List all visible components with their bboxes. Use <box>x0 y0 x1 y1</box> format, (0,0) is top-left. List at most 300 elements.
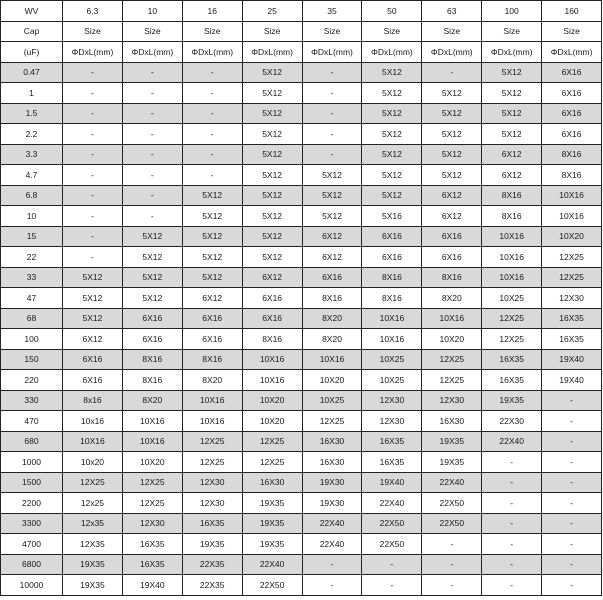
size-cell: 5X12 <box>482 83 542 104</box>
capacitance-cell: 470 <box>1 411 63 432</box>
size-cell: 5X12 <box>242 226 302 247</box>
size-cell: 8X20 <box>122 390 182 411</box>
size-cell: 19X35 <box>422 452 482 473</box>
header-label-cell: Cap <box>1 21 63 42</box>
size-cell: 5X12 <box>122 247 182 268</box>
size-cell: 16X35 <box>482 349 542 370</box>
table-row <box>1 411 602 432</box>
size-cell: 10X25 <box>302 390 362 411</box>
size-cell: 12X25 <box>542 247 602 268</box>
table-row <box>1 349 602 370</box>
size-cell: - <box>63 124 123 145</box>
size-cell: 5X12 <box>422 144 482 165</box>
header-voltage-cell: ΦDxL(mm) <box>182 42 242 63</box>
table-row <box>1 390 602 411</box>
size-cell: 8X16 <box>542 144 602 165</box>
size-cell: 6X16 <box>182 329 242 350</box>
table-row <box>1 288 602 309</box>
header-voltage-cell: 10 <box>122 1 182 22</box>
size-cell: 5X12 <box>122 267 182 288</box>
size-cell: - <box>542 534 602 555</box>
header-voltage-cell: ΦDxL(mm) <box>542 42 602 63</box>
header-label-cell: (uF) <box>1 42 63 63</box>
size-cell: - <box>302 62 362 83</box>
header-voltage-cell: Size <box>182 21 242 42</box>
size-cell: 5X12 <box>422 165 482 186</box>
size-cell: 19X30 <box>302 493 362 514</box>
size-cell: 16X30 <box>242 472 302 493</box>
size-cell: - <box>362 554 422 575</box>
size-cell: 12X35 <box>63 534 123 555</box>
size-cell: - <box>122 165 182 186</box>
header-voltage-cell: ΦDxL(mm) <box>242 42 302 63</box>
size-cell: 22X40 <box>422 472 482 493</box>
header-voltage-cell: ΦDxL(mm) <box>422 42 482 63</box>
header-label-cell: WV <box>1 1 63 22</box>
size-cell: 6X16 <box>63 370 123 391</box>
size-cell: 6X16 <box>362 247 422 268</box>
table-body <box>1 1 602 596</box>
size-cell: 19X40 <box>542 349 602 370</box>
size-cell: 10X16 <box>542 185 602 206</box>
header-voltage-cell: ΦDxL(mm) <box>482 42 542 63</box>
size-cell: - <box>302 124 362 145</box>
size-cell: - <box>182 124 242 145</box>
size-cell: 8X16 <box>122 349 182 370</box>
table-row <box>1 206 602 227</box>
table-row <box>1 452 602 473</box>
size-cell: 10X16 <box>242 349 302 370</box>
size-cell: - <box>422 575 482 596</box>
size-cell: - <box>63 103 123 124</box>
size-cell: - <box>182 165 242 186</box>
size-cell: - <box>302 554 362 575</box>
size-cell: 6X12 <box>302 247 362 268</box>
table-row <box>1 124 602 145</box>
size-cell: 19X35 <box>482 390 542 411</box>
size-cell: - <box>63 165 123 186</box>
size-cell: 22X35 <box>182 575 242 596</box>
size-cell: 5X12 <box>182 185 242 206</box>
size-cell: - <box>182 144 242 165</box>
size-cell: 10x16 <box>63 411 123 432</box>
size-cell: 10X20 <box>542 226 602 247</box>
size-cell: 22X50 <box>362 513 422 534</box>
size-cell: 6X16 <box>122 308 182 329</box>
size-cell: 12X25 <box>422 349 482 370</box>
header-voltage-cell: Size <box>422 21 482 42</box>
capacitance-cell: 100 <box>1 329 63 350</box>
table-row <box>1 554 602 575</box>
size-cell: 5X12 <box>242 185 302 206</box>
header-voltage-cell: ΦDxL(mm) <box>63 42 123 63</box>
capacitance-cell: 4700 <box>1 534 63 555</box>
size-cell: 5X12 <box>242 83 302 104</box>
size-cell: 5X12 <box>362 83 422 104</box>
size-cell: 10X16 <box>63 431 123 452</box>
size-cell: 6X16 <box>542 124 602 145</box>
size-cell: 6X16 <box>362 226 422 247</box>
size-cell: - <box>302 144 362 165</box>
size-cell: 19X30 <box>302 472 362 493</box>
capacitance-cell: 2200 <box>1 493 63 514</box>
size-cell: 12X25 <box>422 370 482 391</box>
size-cell: 5X12 <box>482 124 542 145</box>
table-row <box>1 534 602 555</box>
size-cell: 22X50 <box>422 493 482 514</box>
size-cell: 10X20 <box>422 329 482 350</box>
size-cell: 8X16 <box>482 185 542 206</box>
size-cell: 12X25 <box>482 308 542 329</box>
size-cell: 16X30 <box>302 452 362 473</box>
size-cell: 12X25 <box>182 452 242 473</box>
size-cell: 22X40 <box>242 554 302 575</box>
table-row <box>1 513 602 534</box>
header-row <box>1 42 602 63</box>
size-cell: 6X16 <box>242 308 302 329</box>
size-cell: - <box>122 83 182 104</box>
size-cell: - <box>542 575 602 596</box>
capacitance-cell: 1 <box>1 83 63 104</box>
header-voltage-cell: 63 <box>422 1 482 22</box>
size-cell: - <box>422 534 482 555</box>
size-cell: 6X12 <box>182 288 242 309</box>
size-cell: 8X16 <box>362 288 422 309</box>
size-cell: - <box>542 390 602 411</box>
header-row <box>1 21 602 42</box>
size-cell: 19X35 <box>63 554 123 575</box>
size-cell: 5X12 <box>182 226 242 247</box>
size-cell: 5X12 <box>242 247 302 268</box>
size-cell: - <box>482 452 542 473</box>
size-cell: 22X40 <box>302 513 362 534</box>
size-cell: 8X16 <box>242 329 302 350</box>
capacitance-cell: 3300 <box>1 513 63 534</box>
size-cell: 10X20 <box>242 390 302 411</box>
size-cell: 16X35 <box>542 329 602 350</box>
size-cell: 8X20 <box>302 329 362 350</box>
size-cell: 19X35 <box>242 513 302 534</box>
size-cell: 5X12 <box>422 103 482 124</box>
size-cell: 10X20 <box>302 370 362 391</box>
size-cell: 5X12 <box>122 288 182 309</box>
header-voltage-cell: Size <box>482 21 542 42</box>
size-cell: 10X20 <box>242 411 302 432</box>
size-cell: 5X12 <box>242 62 302 83</box>
size-cell: - <box>542 554 602 575</box>
size-cell: 22X40 <box>302 534 362 555</box>
size-cell: 5X12 <box>362 144 422 165</box>
size-cell: 16X35 <box>542 308 602 329</box>
header-voltage-cell: Size <box>122 21 182 42</box>
size-cell: 16X35 <box>362 431 422 452</box>
size-cell: 19X35 <box>422 431 482 452</box>
header-voltage-cell: Size <box>63 21 123 42</box>
size-cell: 5X12 <box>422 124 482 145</box>
capacitance-cell: 6.8 <box>1 185 63 206</box>
size-cell: 5X12 <box>242 144 302 165</box>
table-row <box>1 247 602 268</box>
capacitance-cell: 47 <box>1 288 63 309</box>
size-cell: - <box>63 226 123 247</box>
size-cell: 10X16 <box>122 431 182 452</box>
capacitance-cell: 22 <box>1 247 63 268</box>
size-cell: 16X35 <box>122 554 182 575</box>
size-cell: 10X16 <box>302 349 362 370</box>
table-row <box>1 83 602 104</box>
size-cell: 8X16 <box>122 370 182 391</box>
header-voltage-cell: ΦDxL(mm) <box>122 42 182 63</box>
size-cell: 12X30 <box>362 411 422 432</box>
capacitance-cell: 0.47 <box>1 62 63 83</box>
size-cell: 5X12 <box>242 124 302 145</box>
size-cell: - <box>182 62 242 83</box>
header-voltage-cell: 160 <box>542 1 602 22</box>
size-cell: 5X12 <box>63 267 123 288</box>
size-cell: - <box>63 62 123 83</box>
size-cell: 10X16 <box>482 267 542 288</box>
table-row <box>1 185 602 206</box>
size-cell: 19X40 <box>542 370 602 391</box>
size-cell: 6X16 <box>242 288 302 309</box>
size-cell: 5X16 <box>362 206 422 227</box>
size-cell: 10X16 <box>122 411 182 432</box>
size-cell: 10X16 <box>242 370 302 391</box>
size-cell: 10X16 <box>542 206 602 227</box>
size-cell: - <box>482 575 542 596</box>
size-cell: - <box>122 62 182 83</box>
size-cell: - <box>482 472 542 493</box>
size-cell: 5X12 <box>63 288 123 309</box>
table-row <box>1 226 602 247</box>
size-cell: 6X16 <box>182 308 242 329</box>
size-cell: - <box>182 103 242 124</box>
size-cell: 6X12 <box>482 165 542 186</box>
header-row <box>1 1 602 22</box>
capacitance-cell: 33 <box>1 267 63 288</box>
size-cell: 6X12 <box>242 267 302 288</box>
capacitance-cell: 68 <box>1 308 63 329</box>
size-cell: 10x20 <box>63 452 123 473</box>
size-cell: 6X16 <box>542 83 602 104</box>
size-cell: 16X35 <box>482 370 542 391</box>
size-cell: 8X16 <box>542 165 602 186</box>
table-row <box>1 165 602 186</box>
size-cell: 8X16 <box>482 206 542 227</box>
size-cell: - <box>302 83 362 104</box>
size-cell: 10X16 <box>362 308 422 329</box>
capacitance-cell: 15 <box>1 226 63 247</box>
size-cell: - <box>422 62 482 83</box>
size-cell: 8X16 <box>362 267 422 288</box>
size-cell: - <box>542 513 602 534</box>
size-cell: 10X16 <box>182 390 242 411</box>
size-cell: 12X25 <box>63 472 123 493</box>
capacitance-cell: 4.7 <box>1 165 63 186</box>
size-cell: 16X30 <box>422 411 482 432</box>
size-cell: 16X35 <box>182 513 242 534</box>
size-cell: 10X16 <box>482 226 542 247</box>
capacitance-cell: 150 <box>1 349 63 370</box>
size-cell: - <box>542 411 602 432</box>
table-row <box>1 431 602 452</box>
header-voltage-cell: 50 <box>362 1 422 22</box>
size-cell: - <box>122 206 182 227</box>
size-cell: 5X12 <box>63 308 123 329</box>
capacitance-cell: 10000 <box>1 575 63 596</box>
size-cell: 6X12 <box>422 206 482 227</box>
size-cell: 19X40 <box>362 472 422 493</box>
table-row <box>1 62 602 83</box>
header-voltage-cell: 25 <box>242 1 302 22</box>
size-cell: 19X35 <box>242 493 302 514</box>
size-cell: 8X16 <box>422 267 482 288</box>
size-cell: 5X12 <box>182 247 242 268</box>
size-cell: 6X12 <box>302 226 362 247</box>
size-cell: - <box>422 554 482 575</box>
size-cell: - <box>362 575 422 596</box>
size-cell: 22X35 <box>182 554 242 575</box>
size-cell: 6X16 <box>302 267 362 288</box>
size-cell: - <box>63 83 123 104</box>
table-row <box>1 308 602 329</box>
size-cell: 19X35 <box>182 534 242 555</box>
size-cell: - <box>182 83 242 104</box>
size-cell: 5X12 <box>302 185 362 206</box>
size-cell: 12X25 <box>542 267 602 288</box>
header-voltage-cell: 100 <box>482 1 542 22</box>
size-cell: 5X12 <box>242 206 302 227</box>
size-cell: 8X20 <box>422 288 482 309</box>
header-voltage-cell: 35 <box>302 1 362 22</box>
size-cell: - <box>122 103 182 124</box>
size-cell: 22X50 <box>362 534 422 555</box>
size-cell: - <box>542 452 602 473</box>
header-voltage-cell: 16 <box>182 1 242 22</box>
size-cell: 10X16 <box>182 411 242 432</box>
size-cell: - <box>542 493 602 514</box>
size-cell: 16X30 <box>302 431 362 452</box>
header-voltage-cell: ΦDxL(mm) <box>302 42 362 63</box>
capacitance-cell: 6800 <box>1 554 63 575</box>
size-cell: - <box>302 103 362 124</box>
size-cell: 10X20 <box>122 452 182 473</box>
size-cell: 22X40 <box>482 431 542 452</box>
size-cell: 10X25 <box>362 349 422 370</box>
size-cell: 5X12 <box>482 103 542 124</box>
size-cell: 19X40 <box>122 575 182 596</box>
size-cell: 5X12 <box>362 62 422 83</box>
size-cell: - <box>63 144 123 165</box>
capacitance-cell: 2.2 <box>1 124 63 145</box>
capacitance-cell: 330 <box>1 390 63 411</box>
size-cell: 22X50 <box>422 513 482 534</box>
size-cell: 5X12 <box>122 226 182 247</box>
size-cell: 6X16 <box>542 103 602 124</box>
size-cell: - <box>122 185 182 206</box>
size-cell: - <box>542 431 602 452</box>
size-cell: - <box>122 144 182 165</box>
size-cell: 5X12 <box>422 83 482 104</box>
size-cell: 12x25 <box>63 493 123 514</box>
size-cell: 5X12 <box>362 185 422 206</box>
header-voltage-cell: 6.3 <box>63 1 123 22</box>
capacitance-cell: 1.5 <box>1 103 63 124</box>
table-row <box>1 144 602 165</box>
header-voltage-cell: Size <box>542 21 602 42</box>
header-voltage-cell: Size <box>242 21 302 42</box>
size-cell: 8X20 <box>302 308 362 329</box>
size-cell: 6X12 <box>63 329 123 350</box>
size-cell: 5X12 <box>362 165 422 186</box>
size-cell: - <box>63 185 123 206</box>
size-cell: 10X16 <box>422 308 482 329</box>
size-cell: 5X12 <box>362 103 422 124</box>
size-cell: 12X30 <box>542 288 602 309</box>
size-cell: 12X30 <box>182 472 242 493</box>
size-cell: 5X12 <box>302 206 362 227</box>
size-cell: 12X30 <box>182 493 242 514</box>
size-cell: 6X16 <box>122 329 182 350</box>
size-cell: 5X12 <box>242 165 302 186</box>
size-cell: 12X25 <box>182 431 242 452</box>
size-cell: 12x35 <box>63 513 123 534</box>
capacitance-cell: 3.3 <box>1 144 63 165</box>
table-row <box>1 472 602 493</box>
size-cell: - <box>482 554 542 575</box>
size-cell: 10X16 <box>362 329 422 350</box>
size-cell: 10X16 <box>482 247 542 268</box>
size-cell: 6X16 <box>422 226 482 247</box>
size-cell: 5X12 <box>362 124 422 145</box>
size-cell: - <box>63 247 123 268</box>
size-cell: 8X16 <box>302 288 362 309</box>
capacitance-cell: 220 <box>1 370 63 391</box>
size-cell: 5X12 <box>302 165 362 186</box>
size-cell: 12X30 <box>122 513 182 534</box>
size-cell: 22X40 <box>362 493 422 514</box>
size-cell: 10X25 <box>362 370 422 391</box>
size-cell: - <box>542 472 602 493</box>
table-row <box>1 493 602 514</box>
size-cell: 12X25 <box>242 452 302 473</box>
size-cell: 8X20 <box>182 370 242 391</box>
size-cell: - <box>482 513 542 534</box>
table-row <box>1 329 602 350</box>
size-cell: - <box>63 206 123 227</box>
size-cell: 5X12 <box>182 206 242 227</box>
size-cell: - <box>122 124 182 145</box>
size-cell: 12X25 <box>482 329 542 350</box>
table-row <box>1 575 602 596</box>
size-cell: 5X12 <box>182 267 242 288</box>
size-cell: 19X35 <box>63 575 123 596</box>
capacitance-cell: 10 <box>1 206 63 227</box>
size-cell: 8X16 <box>182 349 242 370</box>
size-cell: 6X16 <box>422 247 482 268</box>
header-voltage-cell: ΦDxL(mm) <box>362 42 422 63</box>
size-cell: 16X35 <box>362 452 422 473</box>
capacitance-cell: 1000 <box>1 452 63 473</box>
table-row <box>1 267 602 288</box>
size-cell: - <box>482 493 542 514</box>
size-cell: 6X16 <box>63 349 123 370</box>
size-cell: 6X12 <box>482 144 542 165</box>
size-cell: 6X16 <box>542 62 602 83</box>
table-row <box>1 103 602 124</box>
size-cell: 19X35 <box>242 534 302 555</box>
table-row <box>1 370 602 391</box>
